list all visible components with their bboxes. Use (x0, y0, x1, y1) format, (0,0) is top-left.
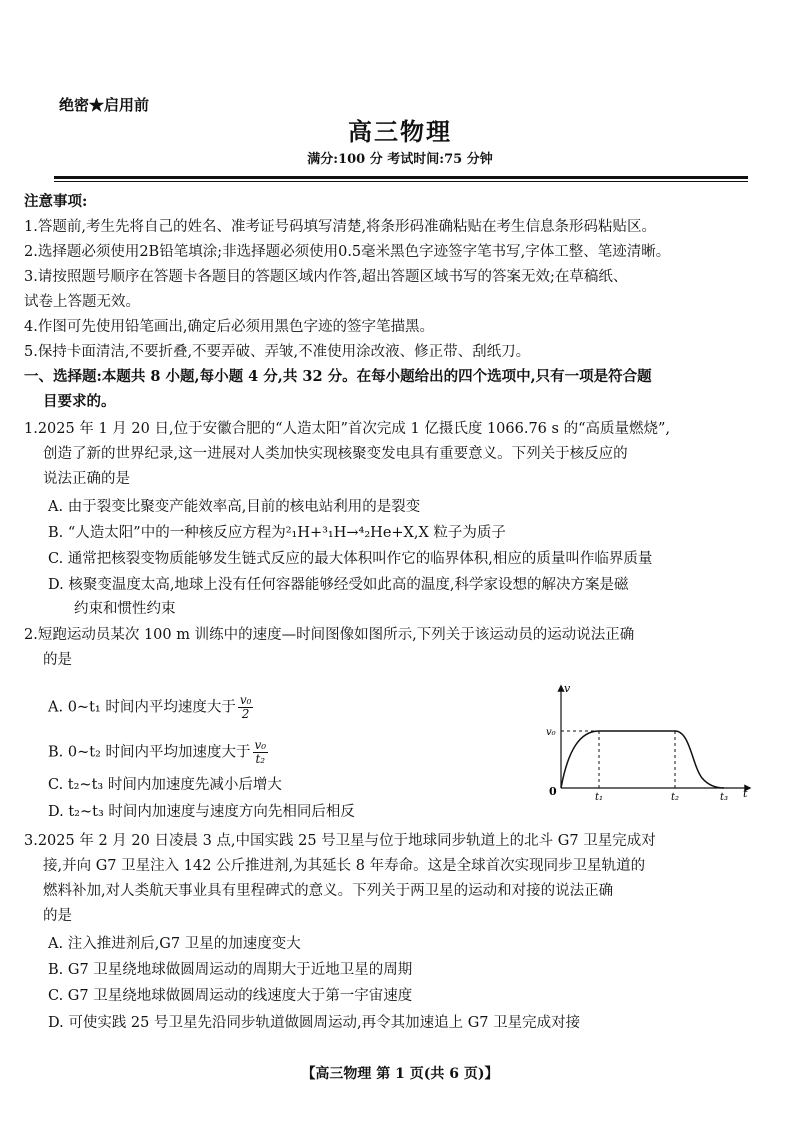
origin-label: 0 (549, 785, 557, 798)
q1-option-b (48, 522, 506, 544)
fraction-numerator: v₀ (254, 738, 267, 752)
t2-label: t₂ (671, 792, 680, 803)
header-rule-thin (54, 181, 748, 182)
note-item: 5.保持卡面清洁,不要折叠,不要弄破、弄皱,不准使用涂改液、修正带、刮纸刀。 (24, 344, 531, 360)
q2-option-b-text: B. 0~t₂ 时间内平均加速度大于 (48, 744, 251, 761)
fraction (253, 739, 269, 766)
q3-stem: 燃料补加,对人类航天事业具有里程碑式的意义。下列关于两卫星的运动和对接的说法正确 (43, 883, 614, 899)
q1-option-d-cont: 约束和惯性约束 (74, 601, 176, 617)
q2-option-c: C. t₂~t₃ 时间内加速度先减小后增大 (48, 777, 282, 793)
q3-stem: 接,并向 G7 卫星注入 142 公斤推进剂,为其延长 8 年寿命。这是全球首次实现同步卫星轨道的 (43, 858, 646, 874)
q2-stem: 2.短跑运动员某次 100 m 训练中的速度—时间图像如图所示,下列关于该运动员的运动说法正确 (24, 627, 635, 643)
q1-stem: 说法正确的是 (43, 471, 130, 487)
velocity-curve (561, 731, 724, 788)
t1-label: t₁ (595, 792, 604, 803)
q1-option-c: C. 通常把核裂变物质能够发生链式反应的最大体积叫作它的临界体积,相应的质量叫作临界质量 (48, 551, 653, 567)
q1-stem: 创造了新的世界纪录,这一进展对人类加快实现核聚变发电具有重要意义。下列关于核反应的 (43, 446, 628, 462)
note-item: 2.选择题必须使用2B铅笔填涂;非选择题必须使用0.5毫米黑色字迹签字笔书写,字体工整、笔迹清晰。 (24, 244, 671, 260)
v-axis-label: v (564, 682, 571, 695)
q2-option-a-text: A. 0~t₁ 时间内平均速度大于 (48, 699, 236, 716)
q1-option-b-tail: ,X 粒子为质子 (413, 525, 506, 541)
v0-label: v₀ (546, 727, 556, 738)
q3-option-a: A. 注入推进剂后,G7 卫星的加速度变大 (48, 936, 301, 952)
q3-option-b: B. G7 卫星绕地球做圆周运动的周期大于近地卫星的周期 (48, 962, 413, 978)
note-item: 4.作图可先使用铅笔画出,确定后必须用黑色字迹的签字笔描黑。 (24, 319, 434, 335)
q2-stem: 的是 (43, 652, 72, 668)
fraction-numerator: v₀ (239, 693, 252, 707)
q1-option-d: D. 核聚变温度太高,地球上没有任何容器能够经受如此高的温度,科学家设想的解决方案是磁 (48, 577, 629, 593)
q1-option-b-text: B. “人造太阳”中的一种核反应方程为 (48, 525, 286, 541)
q2-option-d: D. t₂~t₃ 时间内加速度与速度方向先相同后相反 (48, 804, 355, 820)
note-item: 试卷上答题无效。 (24, 294, 140, 310)
page-footer: 【高三物理 第 1 页(共 6 页)】 (301, 1066, 499, 1082)
t-axis-label: t (743, 787, 748, 800)
fraction-denominator: t₂ (255, 752, 266, 766)
t3-label: t₃ (720, 792, 729, 803)
q2-option-b (48, 739, 270, 766)
q3-option-c: C. G7 卫星绕地球做圆周运动的线速度大于第一宇宙速度 (48, 988, 413, 1004)
q3-stem: 的是 (43, 908, 72, 924)
note-item: 3.请按照题号顺序在答题卡各题目的答题区域内作答,超出答题区域书写的答案无效;在草稿纸、 (24, 269, 628, 285)
secret-label: 绝密★启用前 (59, 96, 150, 114)
q1-stem: 1.2025 年 1 月 20 日,位于安徽合肥的“人造太阳”首次完成 1 亿摄氏度 1066.76 s 的“高质量燃烧”, (24, 421, 670, 437)
exam-info: 满分:100 分 考试时间:75 分钟 (307, 152, 493, 167)
q1-option-a: A. 由于裂变比聚变产能效率高,目前的核电站利用的是裂变 (48, 499, 421, 515)
q2-option-a (48, 694, 255, 721)
page-title: 高三物理 (348, 117, 452, 146)
velocity-time-graph (540, 680, 755, 805)
q3-option-d: D. 可使实践 25 号卫星先沿同步轨道做圆周运动,再令其加速追上 G7 卫星完成对接 (48, 1015, 581, 1031)
fraction (238, 694, 254, 721)
note-item: 1.答题前,考生先将自己的姓名、准考证号码填写清楚,将条形码准确粘贴在考生信息条形码粘贴区。 (24, 219, 657, 235)
notes-heading: 注意事项: (24, 193, 88, 210)
fraction-denominator: 2 (241, 707, 250, 721)
nuclear-equation: ²₁H+³₁H→⁴₂He+X (285, 525, 414, 541)
q3-stem: 3.2025 年 2 月 20 日凌晨 3 点,中国实践 25 号卫星与位于地球同步轨道上的北斗 G7 卫星完成对 (24, 833, 656, 849)
header-rule-thick (54, 176, 748, 179)
section-heading: 一、选择题:本题共 8 小题,每小题 4 分,共 32 分。在每小题给出的四个选项中,只有一项是符合题 (24, 368, 652, 385)
section-heading-cont: 目要求的。 (43, 393, 116, 410)
